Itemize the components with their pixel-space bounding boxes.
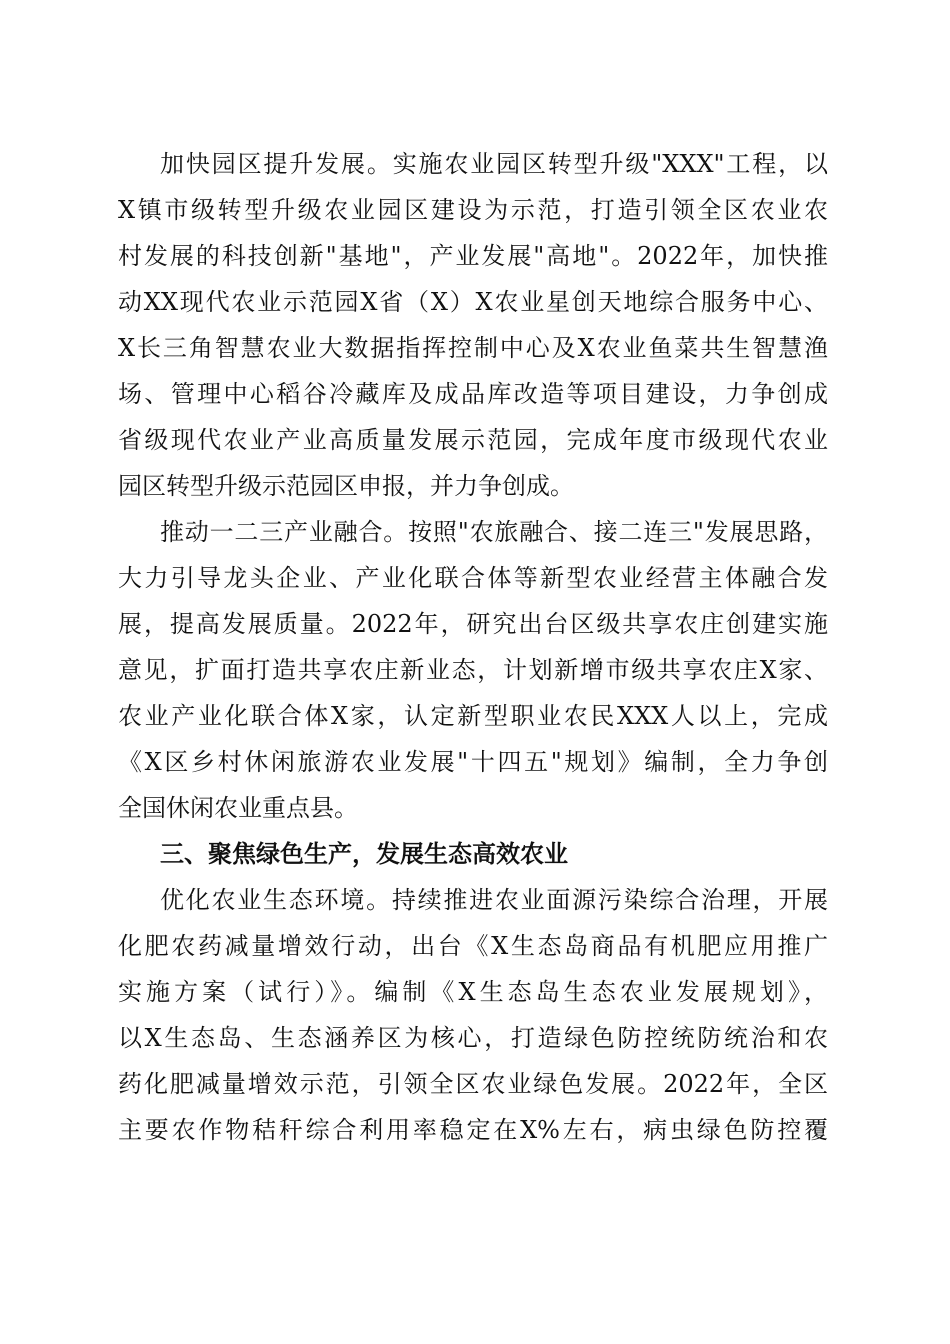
paragraph-line: 《X区乡村休闲旅游农业发展"十四五"规划》编制，全力争创 xyxy=(118,748,828,776)
paragraph-line: 药化肥减量增效示范，引领全区农业绿色发展。2022年，全区 xyxy=(118,1070,828,1098)
paragraph-line: 优化农业生态环境。持续推进农业面源污染综合治理，开展 xyxy=(160,886,828,914)
paragraph-line: 实施方案（试行）》。编制《X生态岛生态农业发展规划》， xyxy=(118,978,828,1006)
paragraph-line: 意见，扩面打造共享农庄新业态，计划新增市级共享农庄X家、 xyxy=(118,656,828,684)
paragraph-line: 推动一二三产业融合。按照"农旅融合、接二连三"发展思路， xyxy=(160,518,828,546)
paragraph-line: 全国休闲农业重点县。 xyxy=(118,794,358,822)
paragraph-line: 展，提高发展质量。2022年，研究出台区级共享农庄创建实施 xyxy=(118,610,828,638)
paragraph-line: 动XX现代农业示范园X省（X）X农业星创天地综合服务中心、 xyxy=(118,288,828,316)
paragraph-line: 省级现代农业产业高质量发展示范园，完成年度市级现代农业 xyxy=(118,426,828,454)
paragraph-line: 农业产业化联合体X家，认定新型职业农民XXX人以上，完成 xyxy=(118,702,828,730)
paragraph-line: X镇市级转型升级农业园区建设为示范，打造引领全区农业农 xyxy=(118,196,828,224)
section-heading: 三、聚焦绿色生产，发展生态高效农业 xyxy=(160,840,568,868)
paragraph-line: 化肥农药减量增效行动，出台《X生态岛商品有机肥应用推广 xyxy=(118,932,828,960)
paragraph-line: 加快园区提升发展。实施农业园区转型升级"XXX"工程，以 xyxy=(160,150,828,178)
paragraph-line: 大力引导龙头企业、产业化联合体等新型农业经营主体融合发 xyxy=(118,564,828,592)
paragraph-line: 以X生态岛、生态涵养区为核心，打造绿色防控统防统治和农 xyxy=(118,1024,828,1052)
paragraph-line: X长三角智慧农业大数据指挥控制中心及X农业鱼菜共生智慧渔 xyxy=(118,334,828,362)
paragraph-line: 场、管理中心稻谷冷藏库及成品库改造等项目建设，力争创成 xyxy=(118,380,828,408)
paragraph-line: 村发展的科技创新"基地"，产业发展"高地"。2022年，加快推 xyxy=(118,242,828,270)
paragraph-line: 主要农作物秸秆综合利用率稳定在X%左右，病虫绿色防控覆 xyxy=(118,1116,828,1144)
paragraph-line: 园区转型升级示范园区申报，并力争创成。 xyxy=(118,472,574,500)
